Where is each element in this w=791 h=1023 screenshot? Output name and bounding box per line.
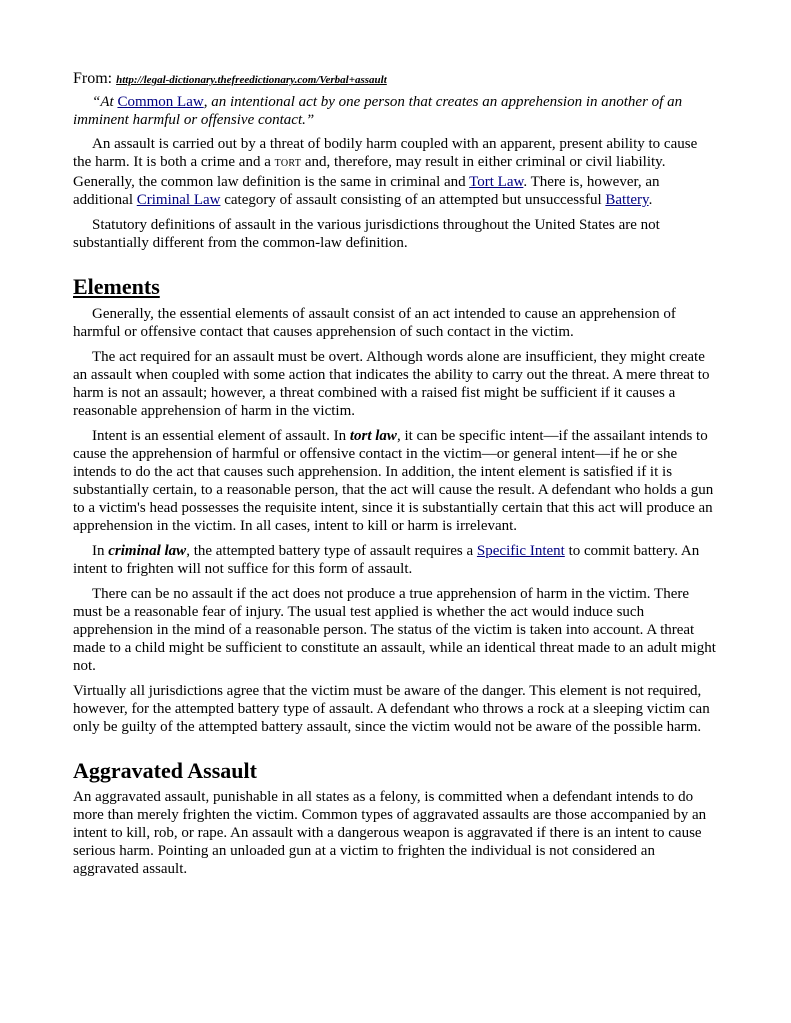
elements-paragraph-6: Virtually all jurisdictions agree that the victim must be aware of the danger. This element is not required, however, for the attempted battery type of assault. A defendant who throws a rock at a sleeping victim can only be guilty of the attempted battery assault, since the victim would not be aware of the possible harm. bbox=[73, 683, 710, 735]
intent-text-a: Intent is an essential element of assault. In bbox=[92, 428, 350, 444]
battery-link[interactable]: Battery bbox=[605, 192, 649, 208]
intro-text-a: An assault is carried out by a threat of bodily harm coupled with an apparent, present ability to cause the harm. It is both a crime and a bbox=[73, 136, 698, 170]
criminal-law-emphasis: criminal law bbox=[108, 543, 187, 559]
tort-law-emphasis: tort law bbox=[349, 428, 397, 444]
source-link[interactable]: http://legal-dictionary.thefreedictionary.com/Verbal+assault bbox=[116, 74, 387, 86]
criminal-text-b: , the attempted battery type of assault requires a bbox=[186, 543, 477, 559]
document-page bbox=[73, 70, 719, 878]
intro-text-d: category of assault consisting of an attempted but unsuccessful bbox=[220, 192, 606, 208]
aggravated-assault-heading: Aggravated Assault bbox=[73, 758, 257, 783]
intro-paragraph-2: Statutory definitions of assault in the various jurisdictions throughout the United States are not substantially different from the common-law definition. bbox=[73, 217, 660, 251]
intro-text-e: . bbox=[648, 192, 653, 208]
elements-paragraph-2: The act required for an assault must be overt. Although words alone are insufficient, they might create an assault when coupled with some action that indicates the ability to carry out the threat. A mere threat to harm is not an assault; however, a threat combined with a raised fist might be sufficient if it causes a reasonable apprehension of harm in the victim. bbox=[73, 349, 710, 419]
elements-paragraph-4 bbox=[73, 542, 719, 578]
elements-paragraph-3 bbox=[73, 427, 719, 535]
elements-heading: Elements bbox=[73, 274, 160, 299]
criminal-text-a: In bbox=[92, 543, 109, 559]
intro-text-c: . There is, however, an additional bbox=[73, 174, 660, 208]
intent-text-b: , it can be specific intent—if the assailant intends to cause the apprehension of harmful or offensive contact in the victim—or general intent—if he or she intends to do the act that causes such apprehension. In addition, the intent element is satisfied if it is substantially certain, to a reasonable person, that the act will cause the result. A defendant who holds a gun to a victim's head possesses the requisite intent, since it is substantially certain that this act will produce an apprehension in the victim. In all cases, intent to kill or harm is irrelevant. bbox=[73, 428, 714, 534]
tort-smallcaps: TORT bbox=[274, 158, 302, 169]
source-line bbox=[73, 70, 719, 89]
quote-open: “At bbox=[92, 94, 118, 110]
elements-paragraph-5: There can be no assault if the act does not produce a true apprehension of harm in the victim. There must be a reasonable fear of injury. The usual test applied is whether the act would induce such apprehension in the mind of a reasonable person. The status of the victim is taken into account. A threat made to a child might be sufficient to constitute an assault, while an identical threat made to an adult might not. bbox=[73, 586, 716, 674]
aggravated-paragraph-1: An aggravated assault, punishable in all states as a felony, is committed when a defendant intends to do more than merely frighten the victim. Common types of aggravated assaults are those accompanied by an intent to kill, rob, or rape. An assault with a dangerous weapon is aggravated if there is an intent to cause serious harm. Pointing an unloaded gun at a victim to frighten the individual is not considered an aggravated assault. bbox=[73, 789, 707, 877]
criminal-law-link[interactable]: Criminal Law bbox=[136, 192, 221, 208]
intro-text-b: and, therefore, may result in either criminal or civil liability. Generally, the common law definition is the same in criminal and bbox=[73, 154, 666, 190]
intro-paragraph-1 bbox=[73, 135, 719, 209]
criminal-text-c: to commit battery. An intent to frighten will not suffice for this form of assault. bbox=[73, 543, 700, 577]
specific-intent-link[interactable]: Specific Intent bbox=[476, 543, 565, 559]
source-prefix: From: bbox=[73, 70, 117, 87]
definition-quote bbox=[73, 93, 719, 129]
common-law-link[interactable]: Common Law bbox=[117, 94, 204, 110]
elements-paragraph-1: Generally, the essential elements of assault consist of an act intended to cause an apprehension of harmful or offensive contact that causes apprehension of such contact in the victim. bbox=[73, 306, 676, 340]
tort-law-link[interactable]: Tort Law bbox=[469, 174, 524, 190]
quote-rest: , an intentional act by one person that creates an apprehension in another of an imminent harmful or offensive contact.” bbox=[73, 94, 683, 128]
